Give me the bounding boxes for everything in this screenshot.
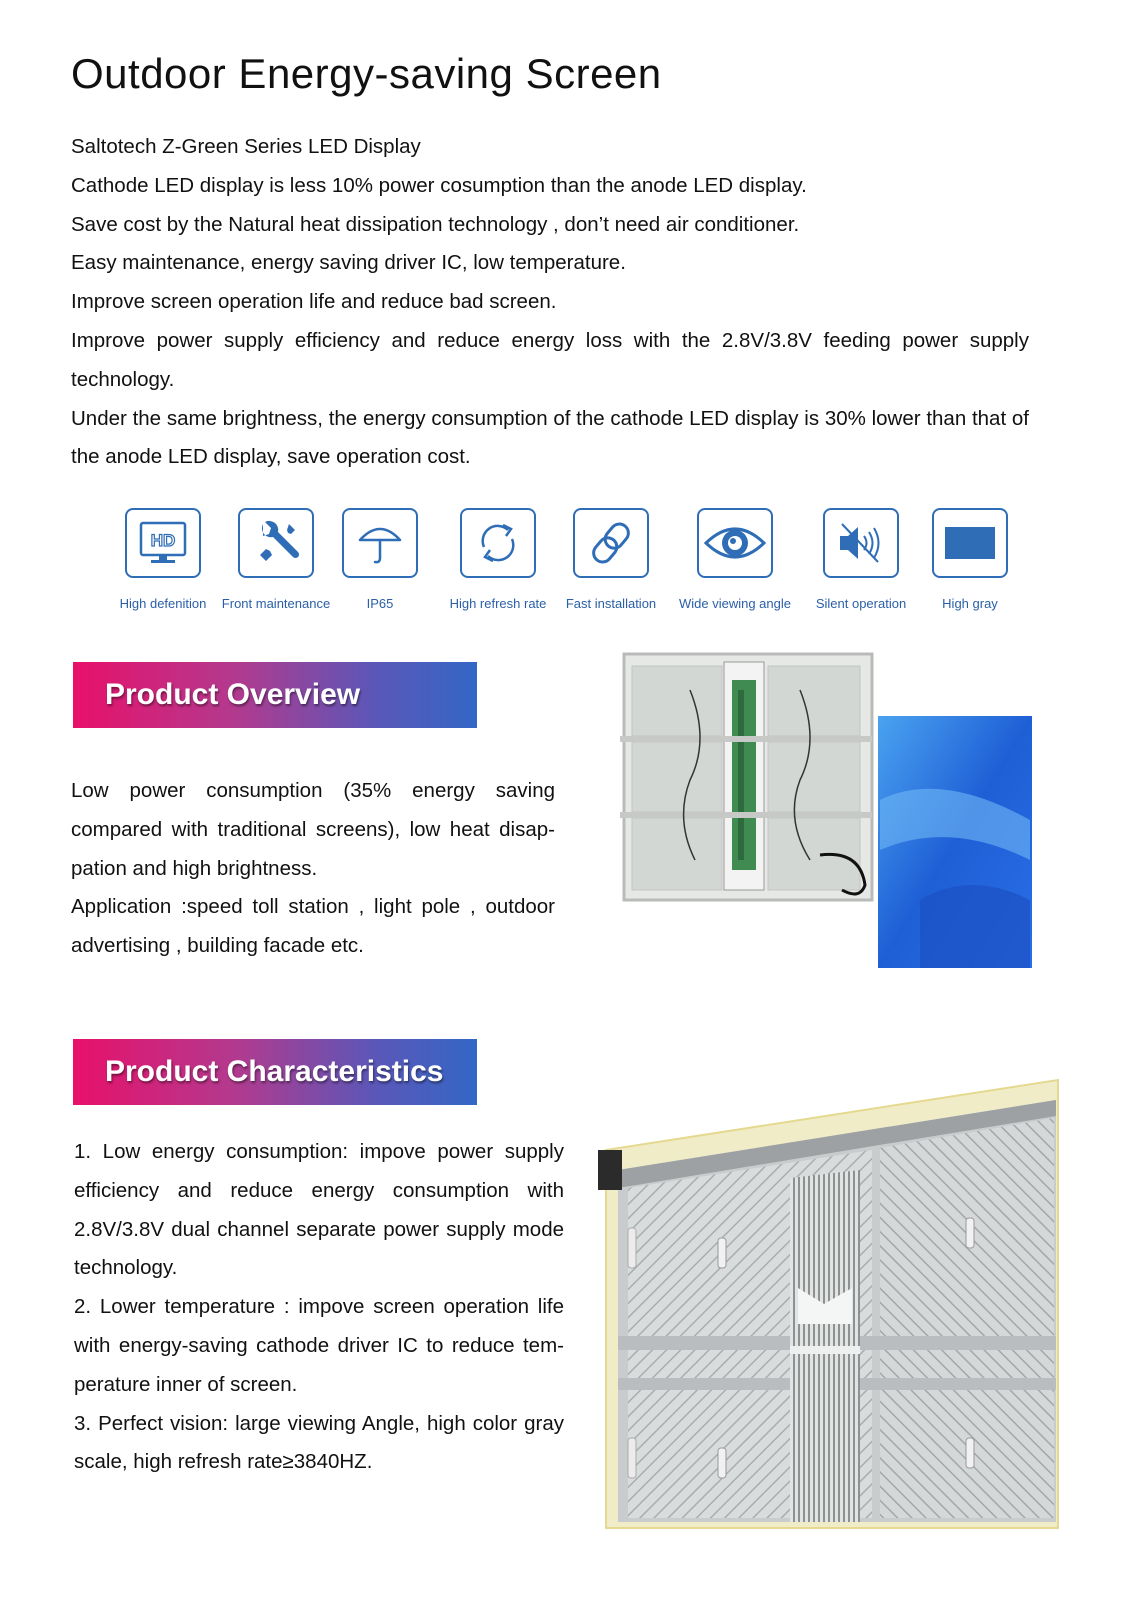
led-cabinet-closeup-photo xyxy=(598,1078,1060,1530)
feature-label: High refresh rate xyxy=(449,596,547,611)
gray-block-icon xyxy=(932,508,1008,578)
feature-icons xyxy=(110,508,1036,618)
feature-label: High gray xyxy=(942,596,998,611)
feature-front-maintenance xyxy=(216,508,336,611)
intro-line: Improve power supply efficiency and reduce energy loss with the 2.8V/3.8V feeding power supply technology. xyxy=(71,328,1029,391)
characteristics-text xyxy=(74,1133,564,1482)
overview-paragraph: Application :speed toll station , light pole , outdoor advertising , building facade etc. xyxy=(71,895,555,958)
overview-paragraph: Low power consumption (35% energy saving compared with traditional screens), low heat disap-pation and high brightness. xyxy=(71,779,555,880)
intro-line: Easy maintenance, energy saving driver IC, low temperature. xyxy=(71,251,626,275)
characteristic-item: 2. Lower temperature : impove screen operation life with energy-saving cathode driver IC to reduce tem-perature inner of screen. xyxy=(74,1295,564,1396)
product-characteristics-heading: Product Characteristics xyxy=(73,1039,477,1105)
led-cabinet-back-photo xyxy=(620,650,1034,970)
refresh-icon xyxy=(460,508,536,578)
tools-icon xyxy=(238,508,314,578)
intro-line: Saltotech Z-Green Series LED Display xyxy=(71,135,421,158)
feature-high-definition xyxy=(103,508,223,611)
characteristic-item: 1. Low energy consumption: impove power supply efficiency and reduce energy consumption with 2.8V/3.8V dual channel separate power supply mode technology. xyxy=(74,1140,564,1280)
feature-label: High defenition xyxy=(119,596,207,611)
hd-monitor-icon xyxy=(125,508,201,578)
intro-line: Under the same brightness, the energy consumption of the cathode LED display is 30% lower than that of the anode LED display, save operation cost. xyxy=(71,406,1029,469)
feature-high-gray xyxy=(910,508,1030,611)
feature-label: Fast installation xyxy=(565,596,657,611)
feature-fast-installation xyxy=(551,508,671,611)
feature-label: Front maintenance xyxy=(221,596,331,611)
intro-line: Save cost by the Natural heat dissipation technology , don’t need air conditioner. xyxy=(71,212,800,236)
link-icon xyxy=(573,508,649,578)
feature-silent-operation xyxy=(801,508,921,611)
feature-label: Wide viewing angle xyxy=(678,596,791,611)
umbrella-icon xyxy=(342,508,418,578)
characteristic-item: 3. Perfect vision: large viewing Angle, high color gray scale, high refresh rate≥3840HZ. xyxy=(74,1411,564,1474)
feature-label: IP65 xyxy=(366,596,394,611)
eye-icon xyxy=(697,508,773,578)
product-overview-heading: Product Overview xyxy=(73,662,477,728)
hd-badge-text: HD xyxy=(150,531,176,550)
feature-wide-viewing-angle xyxy=(675,508,795,611)
overview-text xyxy=(71,772,555,966)
feature-label: Silent operation xyxy=(815,596,907,611)
feature-ip65 xyxy=(320,508,440,611)
intro-line: Cathode LED display is less 10% power cosumption than the anode LED display. xyxy=(71,173,807,197)
feature-high-refresh-rate xyxy=(438,508,558,611)
intro-line: Improve screen operation life and reduce bad screen. xyxy=(71,290,557,314)
page-title: Outdoor Energy-saving Screen xyxy=(71,50,662,97)
mute-speaker-icon xyxy=(823,508,899,578)
intro-text xyxy=(71,128,1029,477)
